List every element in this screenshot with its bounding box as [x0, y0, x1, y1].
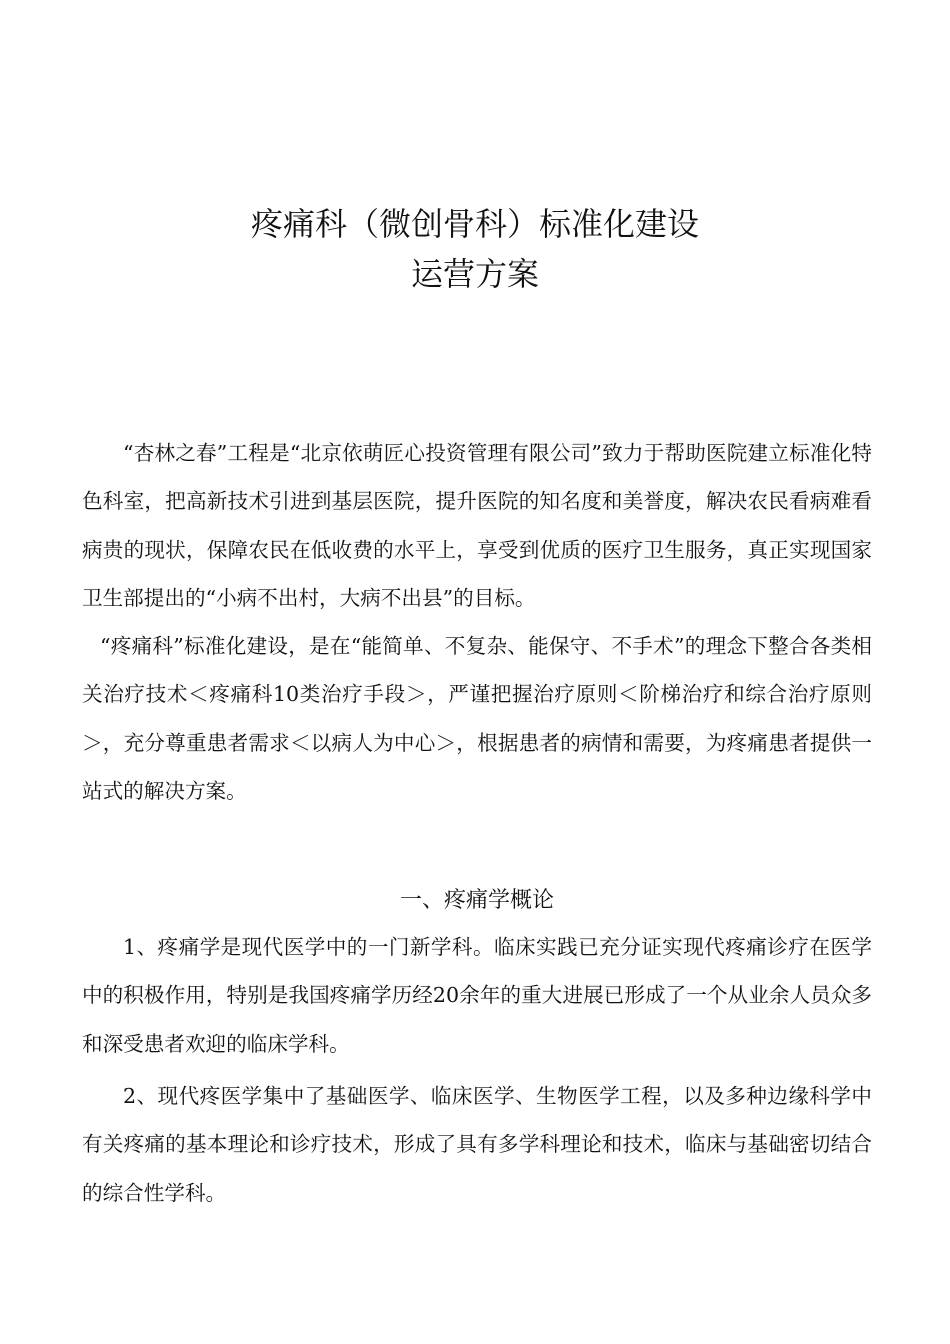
document-title-line-2: 运营方案	[410, 255, 539, 293]
section-heading-1: 一、疼痛学概论	[399, 888, 554, 913]
document-title-line-1: 疼痛科（微创骨科）标准化建设	[250, 205, 699, 243]
section1-item-1: 1、疼痛学是现代医学中的一门新学科。临床实践已充分证实现代疼痛诊疗在医学中的积极作用，特别是我国疼痛学历经20余年的重大进展已形成了一个从业余人员众多和深受患者欢迎的临床学科。	[82, 935, 872, 1056]
section1-item-2: 2、现代疼医学集中了基础医学、临床医学、生物医学工程，以及多种边缘科学中有关疼痛的基本理论和诊疗技术，形成了具有多学科理论和技术，临床与基础密切结合的综合性学科。	[82, 1084, 872, 1205]
intro-paragraph: “杏林之春”工程是“北京依萌匠心投资管理有限公司”致力于帮助医院建立标准化特色科室，把高新技术引进到基层医院，提升医院的知名度和美誉度，解决农民看病难看病贵的现状，保障农民在低收费的水平上，享受到优质的医疗卫生服务，真正实现国家卫生部提出的“小病不出村，大病不出县”的目标。	[82, 441, 872, 610]
concept-paragraph: “疼痛科”标准化建设，是在“能简单、不复杂、能保守、不手术”的理念下整合各类相关治疗技术＜疼痛科10类治疗手段＞，严谨把握治疗原则＜阶梯治疗和综合治疗原则＞，充分尊重患者需求＜以病人为中心＞，根据患者的病情和需要，为疼痛患者提供一站式的解决方案。	[82, 634, 872, 803]
